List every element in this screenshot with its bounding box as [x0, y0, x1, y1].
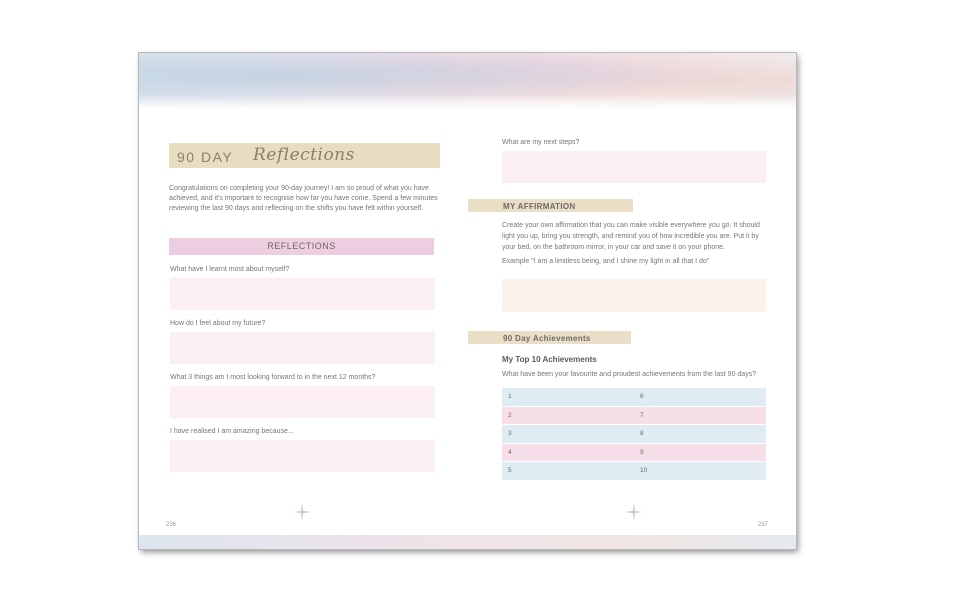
achievements-heading: 90 Day Achievements: [503, 334, 591, 343]
achievement-cell[interactable]: 1: [502, 388, 634, 406]
answer-box[interactable]: [170, 386, 435, 418]
table-row: [502, 462, 766, 481]
table-row: [502, 406, 766, 425]
achievements-heading-bar: [468, 331, 631, 344]
title-part2: Reflections: [253, 145, 355, 165]
watercolor-banner-top: [139, 53, 796, 109]
watercolor-banner-bottom: [139, 535, 796, 549]
intro-paragraph: Congratulations on completing your 90-day journey! I am so proud of what you have achieved, and it's important to recognise how far you have come. Spend a few minutes reviewing the last 90 days and reflecting on the shifts you have felt within yourself.: [169, 185, 438, 212]
affirmation-heading-bar: [468, 199, 633, 212]
achievement-cell[interactable]: 7: [634, 406, 766, 425]
table-row: [502, 425, 766, 444]
achievement-cell[interactable]: 4: [502, 443, 634, 462]
answer-box[interactable]: [170, 440, 435, 472]
table-row: [502, 388, 766, 406]
top10-prompt: What have been your favourite and proudest achievements from the last 90 days?: [502, 371, 757, 378]
sparkle-icon: [293, 503, 311, 521]
achievement-cell[interactable]: 10: [634, 462, 766, 481]
affirmation-heading: MY AFFIRMATION: [503, 202, 576, 211]
question-label: What have I learnt most about myself?: [170, 266, 290, 273]
table-row: [502, 443, 766, 462]
affirmation-example: Example "I am a limitless being, and I shine my light in all that I do": [502, 258, 710, 265]
sparkle-icon: [625, 503, 643, 521]
title-part1: 90 DAY: [177, 149, 234, 165]
achievement-cell[interactable]: 2: [502, 406, 634, 425]
achievement-cell[interactable]: 5: [502, 462, 634, 481]
achievement-cell[interactable]: 3: [502, 425, 634, 444]
achievement-cell[interactable]: 9: [634, 443, 766, 462]
reflections-heading: REFLECTIONS: [169, 238, 434, 255]
next-steps-answer-box[interactable]: [502, 151, 766, 183]
achievement-cell[interactable]: 8: [634, 425, 766, 444]
question-label: How do I feel about my future?: [170, 320, 266, 327]
page-title: [169, 143, 440, 168]
answer-box[interactable]: [170, 278, 435, 310]
next-steps-label: What are my next steps?: [502, 139, 580, 146]
journal-spread: [139, 53, 796, 549]
page-number-right: 237: [758, 522, 769, 528]
achievements-table: [502, 388, 766, 481]
answer-box[interactable]: [170, 332, 435, 364]
question-label: What 3 things am I most looking forward to in the next 12 months?: [170, 374, 376, 381]
affirmation-instructions: Create your own affirmation that you can make visible everywhere you go. It should light you up, bring you strength, and remind you of how incredible you are. Put it by your bed, on the bathroom mirror, in your car and save it on your phone.: [502, 222, 760, 251]
achievement-cell[interactable]: 6: [634, 388, 766, 406]
affirmation-answer-box[interactable]: [502, 279, 766, 312]
question-label: I have realised I am amazing because...: [170, 428, 294, 435]
page-number-left: 236: [166, 522, 177, 528]
top10-heading: My Top 10 Achievements: [502, 355, 597, 364]
